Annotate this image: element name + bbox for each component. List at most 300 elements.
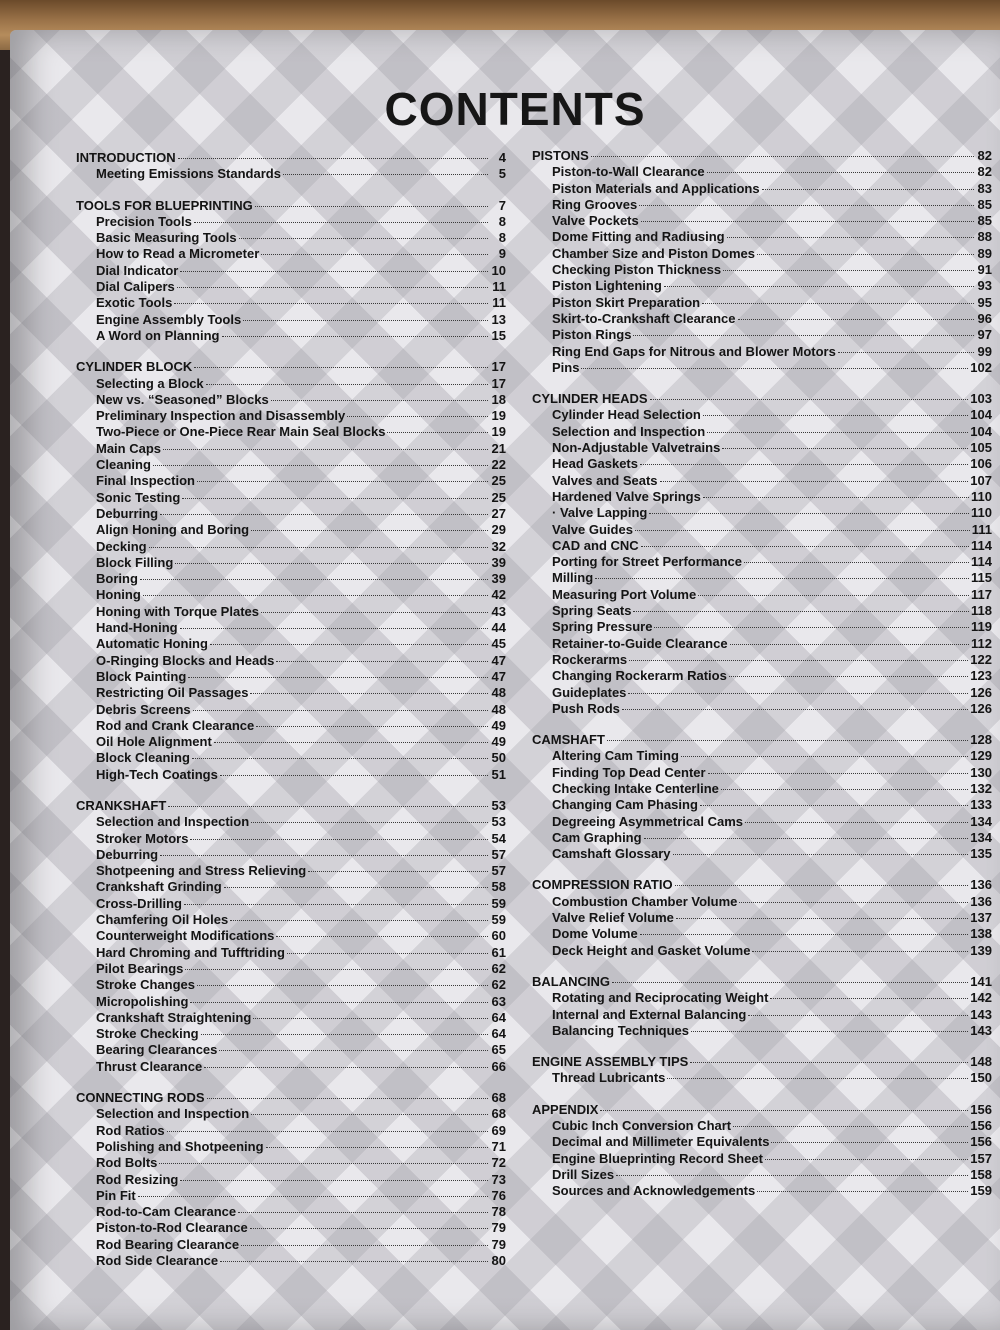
toc-entry bbox=[532, 424, 992, 440]
toc-entry bbox=[532, 1134, 992, 1150]
dot-leader bbox=[222, 336, 489, 337]
entry-title: Piston Skirt Preparation bbox=[552, 294, 701, 310]
page-number: 114 bbox=[971, 537, 992, 553]
dot-leader bbox=[612, 982, 968, 983]
page-number: 50 bbox=[491, 750, 506, 766]
page-number: 110 bbox=[971, 488, 992, 504]
dot-leader bbox=[667, 1078, 968, 1079]
entry-title: Head Gaskets bbox=[552, 456, 638, 472]
entry-title: Valves and Seats bbox=[552, 472, 658, 488]
toc-entry bbox=[76, 376, 506, 392]
dot-leader bbox=[748, 1015, 968, 1016]
page-number: 79 bbox=[491, 1220, 506, 1236]
page-number: 150 bbox=[970, 1070, 992, 1086]
toc-entry bbox=[76, 702, 506, 718]
dot-leader bbox=[178, 158, 488, 159]
page-number: 126 bbox=[970, 700, 992, 716]
entry-title: Pilot Bearings bbox=[96, 960, 184, 976]
toc-entry bbox=[532, 554, 992, 570]
page-number: 122 bbox=[970, 651, 992, 667]
entry-title: Piston-to-Wall Clearance bbox=[552, 164, 705, 180]
dot-leader bbox=[628, 693, 968, 694]
page-number: 85 bbox=[977, 213, 992, 229]
toc-entry bbox=[532, 652, 992, 668]
entry-title: Restricting Oil Passages bbox=[96, 685, 249, 701]
entry-title: Honing bbox=[96, 587, 141, 603]
page-number: 115 bbox=[971, 570, 992, 586]
entry-title: Thread Lubricants bbox=[552, 1070, 666, 1086]
dot-leader bbox=[160, 855, 488, 856]
dot-leader bbox=[387, 432, 488, 433]
page-number: 129 bbox=[970, 748, 992, 764]
entry-title: A Word on Planning bbox=[96, 327, 220, 343]
toc-left-column bbox=[76, 150, 506, 1284]
entry-title: CAMSHAFT bbox=[532, 732, 605, 748]
page-number: 136 bbox=[970, 893, 992, 909]
dot-leader bbox=[190, 1002, 488, 1003]
toc-entry bbox=[532, 943, 992, 959]
dot-leader bbox=[738, 319, 975, 320]
dot-leader bbox=[721, 789, 968, 790]
entry-title: Rod-to-Cam Clearance bbox=[96, 1204, 237, 1220]
entry-title: PISTONS bbox=[532, 148, 589, 163]
page-number: 142 bbox=[970, 990, 992, 1006]
entry-title: CAD and CNC bbox=[552, 537, 639, 553]
entry-title: Cross-Drilling bbox=[96, 895, 182, 911]
toc-entry bbox=[532, 894, 992, 910]
entry-title: Polishing and Shotpeening bbox=[96, 1138, 264, 1154]
toc-section bbox=[76, 1090, 506, 1269]
entry-title: Engine Assembly Tools bbox=[96, 311, 242, 327]
dot-leader bbox=[163, 449, 488, 450]
dot-leader bbox=[180, 1180, 488, 1181]
page-number: 82 bbox=[977, 164, 992, 180]
dot-leader bbox=[180, 271, 488, 272]
toc-entry bbox=[532, 570, 992, 586]
entry-title: Meeting Emissions Standards bbox=[96, 166, 281, 182]
entry-title: High-Tech Coatings bbox=[96, 766, 218, 782]
dot-leader bbox=[600, 1110, 968, 1111]
entry-title: Selection and Inspection bbox=[96, 814, 250, 830]
toc-entry bbox=[76, 879, 506, 895]
page-number: 95 bbox=[977, 294, 992, 310]
dot-leader bbox=[271, 400, 488, 401]
entry-title: Spring Pressure bbox=[552, 619, 653, 635]
dot-leader bbox=[729, 676, 968, 677]
page-number: 39 bbox=[491, 554, 506, 570]
section-heading bbox=[532, 732, 992, 748]
entry-title: O-Ringing Blocks and Heads bbox=[96, 652, 275, 668]
toc-entry bbox=[532, 1007, 992, 1023]
toc-entry bbox=[76, 1042, 506, 1058]
section-heading bbox=[76, 150, 506, 166]
entry-title: Combustion Chamber Volume bbox=[552, 893, 738, 909]
page-number: 68 bbox=[491, 1106, 506, 1122]
entry-title: Rod Resizing bbox=[96, 1171, 179, 1187]
dot-leader bbox=[143, 595, 488, 596]
toc-entry bbox=[532, 164, 992, 180]
dot-leader bbox=[723, 270, 974, 271]
page-number: 139 bbox=[970, 942, 992, 958]
toc-entry bbox=[532, 765, 992, 781]
toc-entry bbox=[76, 312, 506, 328]
page-number: 156 bbox=[970, 1134, 992, 1150]
page-number: 64 bbox=[491, 1009, 506, 1025]
dot-leader bbox=[220, 775, 488, 776]
dot-leader bbox=[220, 1261, 488, 1262]
page-number: 126 bbox=[970, 684, 992, 700]
page-number: 19 bbox=[491, 424, 506, 440]
entry-title: Stroke Changes bbox=[96, 977, 195, 993]
dot-leader bbox=[276, 661, 488, 662]
toc-entry bbox=[76, 1059, 506, 1075]
dot-leader bbox=[722, 448, 968, 449]
page-number: 5 bbox=[498, 166, 506, 182]
entry-title: Retainer-to-Guide Clearance bbox=[552, 635, 728, 651]
dot-leader bbox=[188, 677, 488, 678]
toc-entry bbox=[532, 246, 992, 262]
entry-title: Ring End Gaps for Nitrous and Blower Motors bbox=[552, 343, 836, 359]
entry-title: Pin Fit bbox=[96, 1187, 136, 1203]
entry-title: Cleaning bbox=[96, 457, 151, 473]
dot-leader bbox=[591, 156, 974, 157]
entry-title: ENGINE ASSEMBLY TIPS bbox=[532, 1054, 689, 1070]
page-number: 99 bbox=[977, 343, 992, 359]
entry-title: CYLINDER BLOCK bbox=[76, 359, 193, 375]
toc-entry bbox=[532, 603, 992, 619]
section-heading bbox=[76, 798, 506, 814]
entry-title: Ring Grooves bbox=[552, 196, 638, 212]
dot-leader bbox=[201, 1034, 488, 1035]
dot-leader bbox=[206, 384, 488, 385]
toc-section bbox=[532, 148, 992, 376]
toc-entry bbox=[76, 1220, 506, 1236]
toc-section bbox=[76, 359, 506, 783]
dot-leader bbox=[581, 368, 968, 369]
page-number: 93 bbox=[977, 278, 992, 294]
toc-section bbox=[532, 1054, 992, 1087]
toc-section bbox=[76, 798, 506, 1075]
page-number: 85 bbox=[977, 196, 992, 212]
dot-leader bbox=[635, 530, 970, 531]
entry-title: Rod and Crank Clearance bbox=[96, 717, 255, 733]
page-number: 158 bbox=[970, 1166, 992, 1182]
dot-leader bbox=[727, 237, 974, 238]
toc-entry bbox=[76, 1204, 506, 1220]
toc-entry bbox=[76, 522, 506, 538]
toc-entry bbox=[76, 669, 506, 685]
entry-title: Internal and External Balancing bbox=[552, 1006, 747, 1022]
toc-entry bbox=[76, 457, 506, 473]
entry-title: Finding Top Dead Center bbox=[552, 764, 706, 780]
entry-title: CRANKSHAFT bbox=[76, 797, 167, 813]
entry-title: Balancing Techniques bbox=[552, 1022, 690, 1038]
dot-leader bbox=[182, 498, 488, 499]
entry-title: Hard Chroming and Tufftriding bbox=[96, 944, 285, 960]
toc-entry bbox=[532, 926, 992, 942]
page-number: 159 bbox=[970, 1183, 992, 1199]
toc-section bbox=[76, 198, 506, 345]
dot-leader bbox=[765, 1159, 968, 1160]
toc-entry bbox=[532, 814, 992, 830]
dot-leader bbox=[771, 1142, 968, 1143]
dot-leader bbox=[230, 920, 488, 921]
entry-title: Changing Cam Phasing bbox=[552, 797, 698, 813]
dot-leader bbox=[739, 902, 968, 903]
page-number: 57 bbox=[491, 846, 506, 862]
page-number: 11 bbox=[492, 279, 506, 295]
page-number: 49 bbox=[491, 717, 506, 733]
toc-entry bbox=[76, 994, 506, 1010]
entry-title: Selection and Inspection bbox=[96, 1106, 250, 1122]
page-number: 143 bbox=[970, 1022, 992, 1038]
entry-title: Dial Calipers bbox=[96, 279, 175, 295]
entry-title: TOOLS FOR BLUEPRINTING bbox=[76, 197, 253, 213]
dot-leader bbox=[752, 951, 968, 952]
page-number: 111 bbox=[971, 521, 992, 537]
toc-entry bbox=[532, 636, 992, 652]
page-number: 136 bbox=[970, 877, 992, 893]
dot-leader bbox=[707, 432, 968, 433]
dot-leader bbox=[730, 644, 969, 645]
dot-leader bbox=[153, 465, 488, 466]
entry-title: Push Rods bbox=[552, 700, 620, 716]
entry-title: Valve Relief Volume bbox=[552, 910, 674, 926]
page-number: 72 bbox=[491, 1155, 506, 1171]
dot-leader bbox=[214, 742, 488, 743]
toc-entry bbox=[76, 847, 506, 863]
dot-leader bbox=[238, 1212, 488, 1213]
section-heading bbox=[532, 877, 992, 893]
entry-title: Hand-Honing bbox=[96, 620, 178, 636]
dot-leader bbox=[177, 287, 488, 288]
page-title: CONTENTS bbox=[384, 83, 646, 135]
dot-leader bbox=[707, 172, 974, 173]
page-number: 65 bbox=[491, 1042, 506, 1058]
dot-leader bbox=[261, 254, 488, 255]
toc-entry bbox=[76, 912, 506, 928]
toc-entry bbox=[532, 1023, 992, 1039]
entry-title: Stroker Motors bbox=[96, 830, 189, 846]
entry-title: Deburring bbox=[96, 846, 159, 862]
page-number: 4 bbox=[498, 150, 506, 165]
toc-entry bbox=[532, 748, 992, 764]
entry-title: Rod Ratios bbox=[96, 1122, 165, 1138]
toc-entry bbox=[532, 910, 992, 926]
entry-title: Honing with Torque Plates bbox=[96, 603, 259, 619]
toc-entry bbox=[76, 539, 506, 555]
toc-entry bbox=[76, 392, 506, 408]
dot-leader bbox=[197, 985, 488, 986]
page-number: 45 bbox=[491, 636, 506, 652]
toc-entry bbox=[532, 538, 992, 554]
page-number: 53 bbox=[491, 814, 506, 830]
toc-entry bbox=[532, 278, 992, 294]
page-number: 138 bbox=[970, 926, 992, 942]
page-number: 61 bbox=[491, 944, 506, 960]
page-number: 88 bbox=[977, 229, 992, 245]
toc-entry bbox=[532, 990, 992, 1006]
section-heading bbox=[532, 1054, 992, 1070]
toc-entry bbox=[76, 653, 506, 669]
page-number: 79 bbox=[491, 1236, 506, 1252]
page-number: 63 bbox=[491, 993, 506, 1009]
page-number: 157 bbox=[970, 1150, 992, 1166]
page-number: 134 bbox=[970, 813, 992, 829]
entry-title: Decimal and Millimeter Equivalents bbox=[552, 1134, 770, 1150]
entry-title: · Valve Lapping bbox=[552, 505, 648, 521]
entry-title: CYLINDER HEADS bbox=[532, 391, 648, 407]
page-number: 104 bbox=[970, 423, 992, 439]
dot-leader bbox=[633, 611, 969, 612]
dot-leader bbox=[633, 335, 974, 336]
toc-entry bbox=[532, 1167, 992, 1183]
entry-title: Sources and Acknowledgements bbox=[552, 1183, 756, 1199]
dot-leader bbox=[140, 579, 488, 580]
toc-entry bbox=[532, 295, 992, 311]
entry-title: Precision Tools bbox=[96, 213, 192, 229]
entry-title: Debris Screens bbox=[96, 701, 191, 717]
dot-leader bbox=[241, 1245, 488, 1246]
entry-title: Block Painting bbox=[96, 668, 187, 684]
dot-leader bbox=[703, 497, 969, 498]
page-number: 17 bbox=[491, 375, 506, 391]
entry-title: APPENDIX bbox=[532, 1101, 599, 1117]
toc-entry bbox=[76, 230, 506, 246]
entry-title: Crankshaft Grinding bbox=[96, 879, 222, 895]
toc-entry bbox=[76, 928, 506, 944]
toc-entry bbox=[76, 961, 506, 977]
entry-title: Valve Guides bbox=[552, 521, 633, 537]
entry-title: Milling bbox=[552, 570, 594, 586]
dot-leader bbox=[194, 222, 488, 223]
page-number: 156 bbox=[970, 1118, 992, 1134]
dot-leader bbox=[251, 1114, 488, 1115]
page-number: 17 bbox=[491, 359, 506, 375]
entry-title: Main Caps bbox=[96, 440, 162, 456]
page-number: 25 bbox=[491, 473, 506, 489]
page-number: 68 bbox=[491, 1090, 506, 1106]
dot-leader bbox=[708, 773, 969, 774]
entry-title: Counterweight Modifications bbox=[96, 928, 275, 944]
page-number: 89 bbox=[977, 245, 992, 261]
dot-leader bbox=[219, 1050, 488, 1051]
entry-title: Checking Piston Thickness bbox=[552, 262, 722, 278]
page-number: 80 bbox=[491, 1253, 506, 1268]
dot-leader bbox=[185, 969, 488, 970]
toc-entry bbox=[532, 846, 992, 862]
page-number: 62 bbox=[491, 960, 506, 976]
entry-title: COMPRESSION RATIO bbox=[532, 877, 673, 893]
toc-entry bbox=[532, 505, 992, 521]
entry-title: Selection and Inspection bbox=[552, 423, 706, 439]
page-number: 48 bbox=[491, 685, 506, 701]
dot-leader bbox=[180, 628, 488, 629]
page-number: 19 bbox=[491, 408, 506, 424]
section-heading bbox=[76, 359, 506, 375]
dot-leader bbox=[595, 578, 969, 579]
dot-leader bbox=[347, 416, 488, 417]
dot-leader bbox=[762, 189, 974, 190]
page-number: 112 bbox=[971, 635, 992, 651]
toc-entry bbox=[76, 246, 506, 262]
dot-leader bbox=[733, 1126, 968, 1127]
page-number: 29 bbox=[491, 522, 506, 538]
toc-entry bbox=[76, 977, 506, 993]
dot-leader bbox=[770, 998, 968, 999]
entry-title: Degreeing Asymmetrical Cams bbox=[552, 813, 743, 829]
toc-entry bbox=[532, 311, 992, 327]
entry-title: Shotpeening and Stress Relieving bbox=[96, 863, 307, 879]
page-number: 18 bbox=[491, 391, 506, 407]
dot-leader bbox=[649, 513, 969, 514]
entry-title: Engine Blueprinting Record Sheet bbox=[552, 1150, 763, 1166]
toc-entry bbox=[532, 701, 992, 717]
toc-entry bbox=[532, 262, 992, 278]
toc-entry bbox=[76, 424, 506, 440]
entry-title: Oil Hole Alignment bbox=[96, 734, 212, 750]
page-number: 134 bbox=[970, 829, 992, 845]
toc-entry bbox=[76, 685, 506, 701]
entry-title: Boring bbox=[96, 571, 138, 587]
page-number: 53 bbox=[491, 797, 506, 813]
entry-title: Dome Volume bbox=[552, 926, 638, 942]
entry-title: Cylinder Head Selection bbox=[552, 407, 701, 423]
entry-title: Final Inspection bbox=[96, 473, 195, 489]
toc-entry bbox=[532, 1070, 992, 1086]
entry-title: Chamber Size and Piston Domes bbox=[552, 245, 755, 261]
dot-leader bbox=[251, 822, 488, 823]
toc-entry bbox=[76, 734, 506, 750]
page-number: 102 bbox=[970, 359, 992, 375]
entry-title: Basic Measuring Tools bbox=[96, 230, 237, 246]
section-heading bbox=[532, 974, 992, 990]
toc-entry bbox=[76, 571, 506, 587]
toc-entry bbox=[76, 295, 506, 311]
entry-title: Skirt-to-Crankshaft Clearance bbox=[552, 310, 736, 326]
toc-entry bbox=[532, 456, 992, 472]
page-number: 39 bbox=[491, 571, 506, 587]
page-number: 62 bbox=[491, 977, 506, 993]
page-number: 27 bbox=[491, 505, 506, 521]
dot-leader bbox=[261, 612, 488, 613]
entry-title: Rod Side Clearance bbox=[96, 1253, 219, 1268]
page-number: 105 bbox=[970, 440, 992, 456]
entry-title: CONNECTING RODS bbox=[76, 1090, 205, 1106]
page-number: 59 bbox=[491, 895, 506, 911]
entry-title: Piston Lightening bbox=[552, 278, 662, 294]
dot-leader bbox=[757, 254, 974, 255]
entry-title: Guideplates bbox=[552, 684, 627, 700]
dot-leader bbox=[287, 953, 488, 954]
dot-leader bbox=[251, 530, 488, 531]
page-number: 60 bbox=[491, 928, 506, 944]
toc-section bbox=[532, 974, 992, 1039]
entry-title: Valve Pockets bbox=[552, 213, 639, 229]
toc-entry bbox=[76, 636, 506, 652]
page-number: 10 bbox=[491, 262, 506, 278]
entry-title: Rockerarms bbox=[552, 651, 628, 667]
dot-leader bbox=[149, 547, 488, 548]
toc-entry bbox=[76, 506, 506, 522]
dot-leader bbox=[255, 206, 488, 207]
toc-entry bbox=[76, 1237, 506, 1253]
page-number: 103 bbox=[970, 391, 992, 407]
dot-leader bbox=[250, 693, 488, 694]
page-number: 48 bbox=[491, 701, 506, 717]
toc-entry bbox=[76, 408, 506, 424]
dot-leader bbox=[184, 904, 488, 905]
